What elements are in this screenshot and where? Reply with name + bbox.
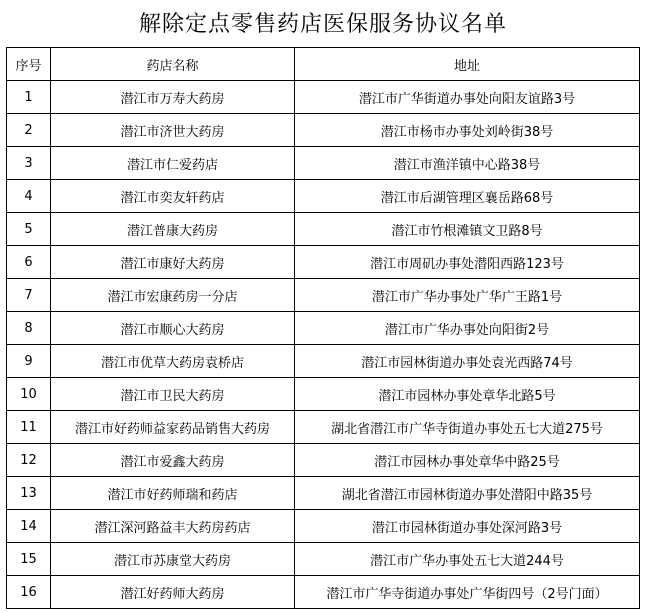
cell-pharmacy-name: 潜江市顺心大药房 (51, 312, 295, 345)
table-header-row (7, 48, 640, 81)
pharmacy-list-table (6, 47, 640, 609)
document-title: 解除定点零售药店医保服务协议名单 (138, 12, 507, 37)
table-row (7, 180, 640, 213)
cell-serial-number: 11 (7, 411, 51, 444)
cell-address: 潜江市周矶办事处潜阳西路123号 (295, 246, 640, 279)
cell-pharmacy-name: 潜江深河路益丰大药房药店 (51, 510, 295, 543)
table-row (7, 246, 640, 279)
cell-serial-number: 6 (7, 246, 51, 279)
cell-address: 潜江市广华办事处广华广王路1号 (295, 279, 640, 312)
cell-serial-number: 5 (7, 213, 51, 246)
table-row (7, 576, 640, 609)
table-row (7, 213, 640, 246)
table-row (7, 411, 640, 444)
cell-serial-number: 10 (7, 378, 51, 411)
table-row (7, 543, 640, 576)
table-row (7, 477, 640, 510)
cell-serial-number: 16 (7, 576, 51, 609)
header-serial-number: 序号 (7, 48, 51, 81)
cell-address: 潜江市竹根滩镇文卫路8号 (295, 213, 640, 246)
cell-serial-number: 7 (7, 279, 51, 312)
cell-address: 潜江市园林街道办事处深河路3号 (295, 510, 640, 543)
table-row (7, 378, 640, 411)
cell-serial-number: 9 (7, 345, 51, 378)
header-address: 地址 (295, 48, 640, 81)
table-row (7, 147, 640, 180)
cell-pharmacy-name: 潜江市好药师瑞和药店 (51, 477, 295, 510)
cell-address: 潜江市广华寺街道办事处广华街四号（2号门面） (295, 576, 640, 609)
cell-address: 潜江市杨市办事处刘岭街38号 (295, 114, 640, 147)
cell-address: 潜江市园林办事处章华中路25号 (295, 444, 640, 477)
header-pharmacy-name: 药店名称 (51, 48, 295, 81)
cell-address: 潜江市园林街道办事处袁光西路74号 (295, 345, 640, 378)
cell-pharmacy-name: 潜江市仁爱药店 (51, 147, 295, 180)
table-row (7, 510, 640, 543)
cell-serial-number: 8 (7, 312, 51, 345)
cell-serial-number: 2 (7, 114, 51, 147)
cell-pharmacy-name: 潜江普康大药房 (51, 213, 295, 246)
cell-pharmacy-name: 潜江市爱鑫大药房 (51, 444, 295, 477)
cell-pharmacy-name: 潜江市康好大药房 (51, 246, 295, 279)
cell-pharmacy-name: 潜江市万寿大药房 (51, 81, 295, 114)
cell-serial-number: 3 (7, 147, 51, 180)
cell-pharmacy-name: 潜江市宏康药房一分店 (51, 279, 295, 312)
cell-serial-number: 13 (7, 477, 51, 510)
cell-pharmacy-name: 潜江市好药师益家药品销售大药房 (51, 411, 295, 444)
cell-address: 湖北省潜江市广华寺街道办事处五七大道275号 (295, 411, 640, 444)
cell-pharmacy-name: 潜江市奕友轩药店 (51, 180, 295, 213)
cell-pharmacy-name: 潜江市卫民大药房 (51, 378, 295, 411)
cell-serial-number: 14 (7, 510, 51, 543)
cell-address: 潜江市后湖管理区襄岳路68号 (295, 180, 640, 213)
cell-address: 湖北省潜江市园林街道办事处潜阳中路35号 (295, 477, 640, 510)
cell-pharmacy-name: 潜江市济世大药房 (51, 114, 295, 147)
cell-pharmacy-name: 潜江好药师大药房 (51, 576, 295, 609)
table-row (7, 312, 640, 345)
cell-address: 潜江市广华办事处五七大道244号 (295, 543, 640, 576)
cell-address: 潜江市园林办事处章华北路5号 (295, 378, 640, 411)
table-row (7, 114, 640, 147)
cell-address: 潜江市渔洋镇中心路38号 (295, 147, 640, 180)
cell-serial-number: 1 (7, 81, 51, 114)
cell-serial-number: 12 (7, 444, 51, 477)
cell-pharmacy-name: 潜江市优草大药房袁桥店 (51, 345, 295, 378)
table-row (7, 81, 640, 114)
cell-serial-number: 15 (7, 543, 51, 576)
table-row (7, 444, 640, 477)
cell-address: 潜江市广华街道办事处向阳友谊路3号 (295, 81, 640, 114)
cell-address: 潜江市广华办事处向阳街2号 (295, 312, 640, 345)
table-row (7, 279, 640, 312)
cell-serial-number: 4 (7, 180, 51, 213)
cell-pharmacy-name: 潜江市苏康堂大药房 (51, 543, 295, 576)
table-row (7, 345, 640, 378)
